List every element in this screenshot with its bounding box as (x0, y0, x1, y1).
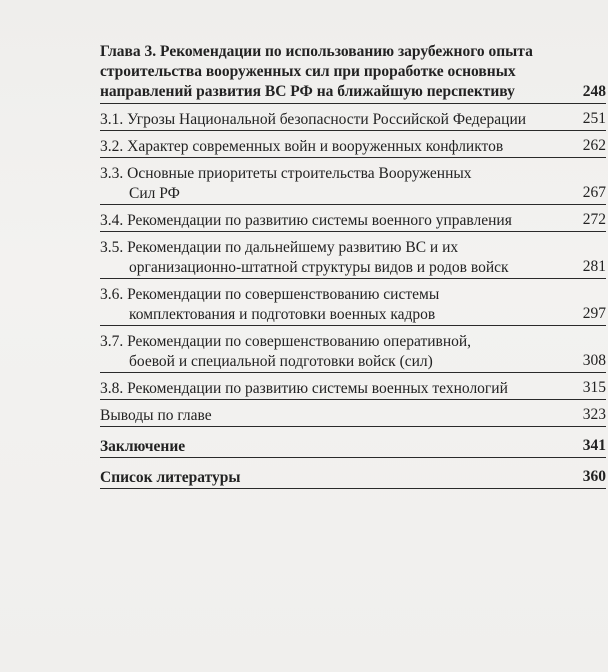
section-page-number: 251 (582, 110, 606, 127)
toc-chapter-summary[interactable] (100, 406, 606, 427)
references-title: Список литературы (100, 469, 241, 486)
section-title-line-2: боевой и специальной подготовки войск (сил) (129, 353, 433, 370)
section-title: 3.4. Рекомендации по развитию системы военного управления (100, 212, 512, 229)
section-page-number: 297 (582, 305, 606, 322)
section-page-number: 281 (582, 258, 606, 275)
section-title-line-2: организационно-штатной структуры видов и родов войск (129, 259, 509, 276)
section-page-number: 262 (582, 137, 606, 154)
section-title-line-1: 3.5. Рекомендации по дальнейшему развитию ВС и их (100, 239, 459, 256)
toc-section-3-2[interactable] (100, 137, 606, 158)
section-page-number: 315 (582, 379, 606, 396)
chapter-page-number: 248 (582, 83, 606, 100)
chapter-title-line-1: Глава 3. Рекомендации по использованию зарубежного опыта (100, 43, 533, 60)
toc-section-3-7[interactable] (100, 332, 606, 373)
toc-section-3-6[interactable] (100, 285, 606, 326)
section-title-line-2: Сил РФ (129, 185, 180, 202)
section-title: 3.8. Рекомендации по развитию системы военных технологий (100, 380, 508, 397)
section-page-number: 308 (582, 352, 606, 369)
section-page-number: 267 (582, 184, 606, 201)
conclusion-page-number: 341 (582, 437, 606, 454)
summary-title: Выводы по главе (100, 407, 212, 424)
section-title: 3.2. Характер современных войн и вооруженных конфликтов (100, 138, 504, 155)
toc-section-3-8[interactable] (100, 379, 606, 400)
table-of-contents (100, 42, 606, 489)
toc-chapter-3[interactable] (100, 42, 606, 104)
section-title-line-1: 3.7. Рекомендации по совершенствованию оперативной, (100, 333, 472, 350)
toc-section-3-4[interactable] (100, 211, 606, 232)
toc-section-3-5[interactable] (100, 238, 606, 279)
toc-section-3-3[interactable] (100, 164, 606, 205)
section-title-line-1: 3.6. Рекомендации по совершенствованию системы (100, 286, 440, 303)
section-title: 3.1. Угрозы Национальной безопасности Российской Федерации (100, 111, 527, 128)
toc-section-3-1[interactable] (100, 110, 606, 131)
conclusion-title: Заключение (100, 438, 186, 455)
chapter-title-line-2: строительства вооруженных сил при проработке основных (100, 63, 516, 80)
toc-conclusion[interactable] (100, 437, 606, 458)
section-title-line-1: 3.3. Основные приоритеты строительства Вооруженных (100, 165, 472, 182)
section-page-number: 272 (582, 211, 606, 228)
toc-references[interactable] (100, 468, 606, 489)
references-page-number: 360 (582, 468, 606, 485)
section-title-line-2: комплектования и подготовки военных кадров (129, 306, 436, 323)
summary-page-number: 323 (582, 406, 606, 423)
chapter-title-line-3: направлений развития ВС РФ на ближайшую перспективу (100, 83, 515, 100)
